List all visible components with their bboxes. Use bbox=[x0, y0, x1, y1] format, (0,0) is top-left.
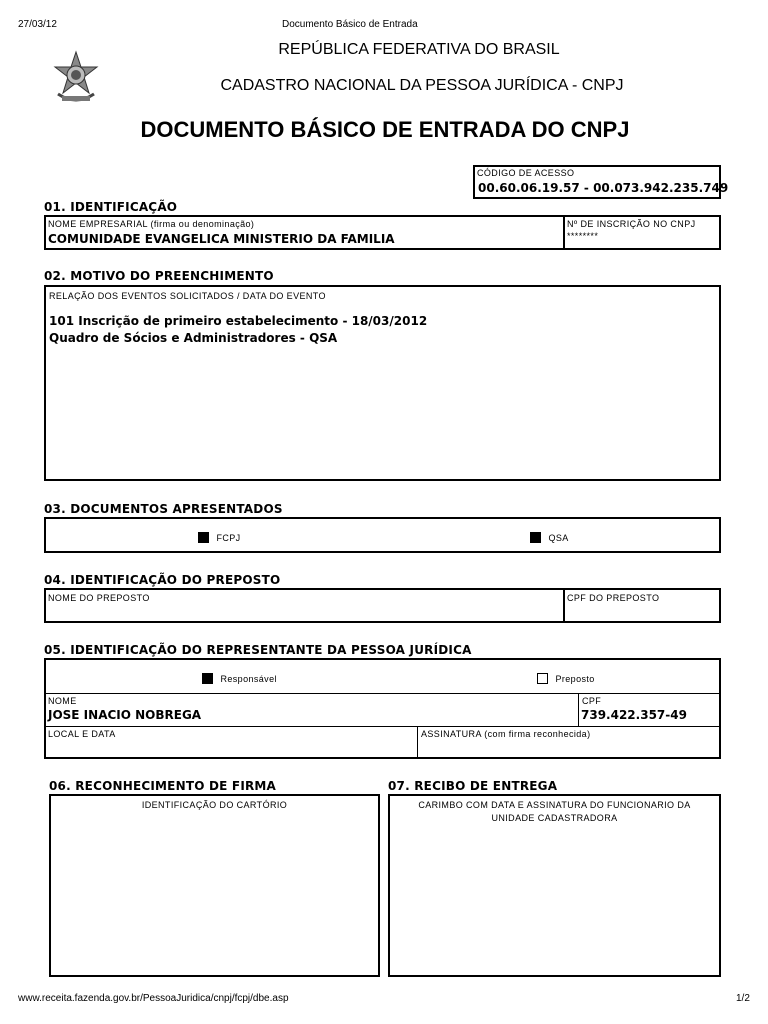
access-code-value: 00.60.06.19.57 - 00.073.942.235.749 bbox=[478, 181, 729, 195]
document-qsa bbox=[530, 529, 569, 547]
section-03-title: 03. DOCUMENTOS APRESENTADOS bbox=[44, 502, 283, 516]
footer-url[interactable]: www.receita.fazenda.gov.br/PessoaJuridica/cnpj/fcpj/dbe.asp bbox=[18, 993, 289, 1004]
documents-box bbox=[44, 517, 721, 553]
receipt-box bbox=[388, 794, 721, 977]
section-05-title: 05. IDENTIFICAÇÃO DO REPRESENTANTE DA PESSOA JURÍDICA bbox=[44, 643, 472, 657]
representative-cpf-label: CPF bbox=[582, 696, 602, 706]
access-code-box bbox=[473, 165, 729, 199]
checkbox-checked-icon bbox=[202, 673, 213, 684]
preposto-name-label: NOME DO PREPOSTO bbox=[48, 593, 150, 603]
page-title: DOCUMENTO BÁSICO DE ENTRADA DO CNPJ bbox=[140, 117, 630, 142]
section-01-title: 01. IDENTIFICAÇÃO bbox=[44, 200, 178, 214]
notary-box bbox=[49, 794, 380, 977]
section-04-title: 04. IDENTIFICAÇÃO DO PREPOSTO bbox=[44, 573, 281, 587]
representative-name-value: JOSE INACIO NOBREGA bbox=[48, 708, 202, 722]
event-item: 101 Inscrição de primeiro estabelecimento - 18/03/2012 bbox=[49, 314, 428, 328]
divider bbox=[46, 726, 719, 727]
preposto-cpf-label: CPF DO PREPOSTO bbox=[567, 593, 660, 603]
representative-cpf-value: 739.422.357-49 bbox=[581, 708, 687, 722]
notary-label: IDENTIFICAÇÃO DO CARTÓRIO bbox=[141, 800, 288, 810]
local-date-label: LOCAL E DATA bbox=[48, 729, 116, 739]
checkbox-checked-icon bbox=[198, 532, 209, 543]
company-name-label: NOME EMPRESARIAL (firma ou denominação) bbox=[48, 219, 255, 229]
checkbox-empty-icon bbox=[537, 673, 548, 684]
representative-box bbox=[44, 658, 721, 759]
events-box bbox=[44, 285, 721, 481]
access-code-label: CÓDIGO DE ACESSO bbox=[477, 168, 575, 178]
page-number: 1/2 bbox=[736, 993, 750, 1004]
divider bbox=[563, 590, 565, 621]
receipt-label: CARIMBO COM DATA E ASSINATURA DO FUNCIONARIO DA bbox=[418, 800, 691, 810]
print-date: 27/03/12 bbox=[18, 19, 57, 30]
checkbox-checked-icon bbox=[530, 532, 541, 543]
event-item: Quadro de Sócios e Administradores - QSA bbox=[49, 331, 338, 345]
identification-box bbox=[44, 215, 721, 250]
section-07-title: 07. RECIBO DE ENTREGA bbox=[388, 779, 558, 793]
receipt-label: UNIDADE CADASTRADORA bbox=[491, 813, 618, 823]
cnpj-value: ******** bbox=[567, 231, 599, 241]
preposto-box bbox=[44, 588, 721, 623]
divider bbox=[563, 217, 565, 248]
option-responsavel bbox=[202, 670, 277, 688]
option-label: Preposto bbox=[555, 673, 595, 684]
divider bbox=[578, 693, 579, 726]
representative-name-label: NOME bbox=[48, 696, 77, 706]
section-06-title: 06. RECONHECIMENTO DE FIRMA bbox=[49, 779, 277, 793]
divider bbox=[417, 726, 418, 759]
cnpj-label: Nº DE INSCRIÇÃO NO CNPJ bbox=[567, 219, 696, 229]
divider bbox=[46, 693, 719, 694]
cadastro-heading: CADASTRO NACIONAL DA PESSOA JURÍDICA - CNPJ bbox=[220, 77, 624, 94]
signature-label: ASSINATURA (com firma reconhecida) bbox=[421, 729, 591, 739]
document-label: FCPJ bbox=[216, 532, 241, 543]
events-label: RELAÇÃO DOS EVENTOS SOLICITADOS / DATA DO EVENTO bbox=[49, 291, 326, 301]
company-name-value: COMUNIDADE EVANGELICA MINISTERIO DA FAMILIA bbox=[48, 232, 395, 246]
republic-heading: REPÚBLICA FEDERATIVA DO BRASIL bbox=[278, 41, 560, 58]
section-02-title: 02. MOTIVO DO PREENCHIMENTO bbox=[44, 269, 274, 283]
document-label: QSA bbox=[548, 532, 569, 543]
option-preposto bbox=[537, 670, 595, 688]
print-title: Documento Básico de Entrada bbox=[282, 19, 418, 30]
option-label: Responsável bbox=[220, 673, 277, 684]
document-fcpj bbox=[198, 529, 241, 547]
